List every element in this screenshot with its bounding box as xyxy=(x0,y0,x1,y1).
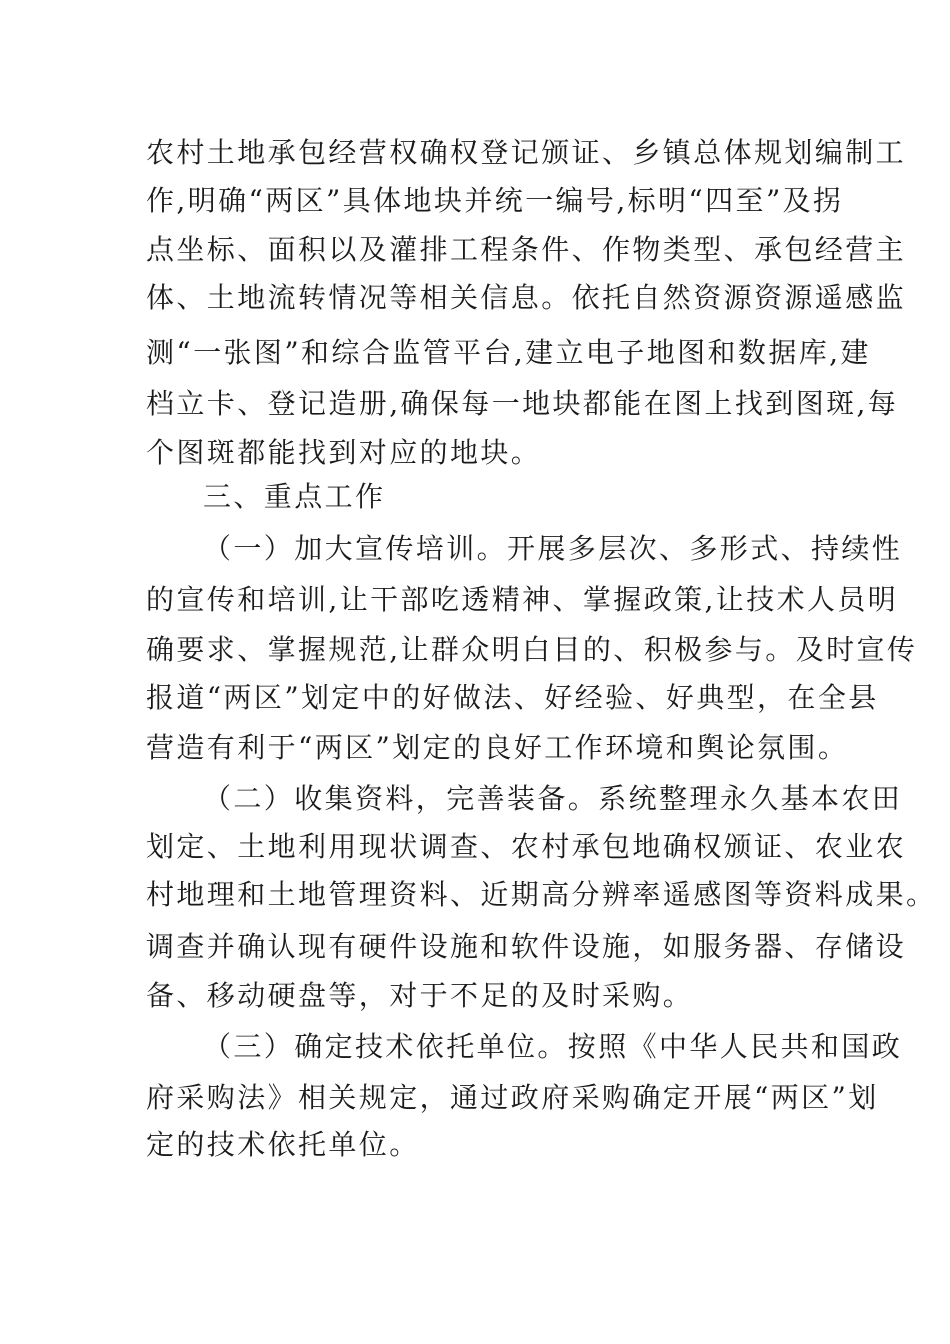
paragraph-line: 村地理和土地管理资料、近期高分辨率遥感图等资料成果。 xyxy=(146,878,937,911)
paragraph-line: 营造有利于“两区”划定的良好工作环境和舆论氛围。 xyxy=(146,731,849,764)
paragraph-line: 体、土地流转情况等相关信息。依托自然资源资源遥感监 xyxy=(146,281,907,314)
paragraph-line: （一）加大宣传培训。开展多层次、多形式、持续性 xyxy=(203,532,903,565)
paragraph-line: 点坐标、面积以及灌排工程条件、作物类型、承包经营主 xyxy=(146,233,907,266)
paragraph-line: 农村土地承包经营权确权登记颁证、乡镇总体规划编制工 xyxy=(146,136,907,169)
paragraph-line: 确要求、掌握规范,让群众明白目的、积极参与。及时宣传 xyxy=(146,633,918,666)
section-heading: 三、重点工作 xyxy=(203,480,386,513)
paragraph-line: 档立卡、登记造册,确保每一地块都能在图上找到图斑,每 xyxy=(146,387,899,420)
paragraph-line: 测“一张图”和综合监管平台,建立电子地图和数据库,建 xyxy=(146,336,871,369)
paragraph-line: （三）确定技术依托单位。按照《中华人民共和国政 xyxy=(203,1030,903,1063)
paragraph-line: 府采购法》相关规定，通过政府采购确定开展“两区”划 xyxy=(146,1081,879,1114)
paragraph-line: 备、移动硬盘等，对于不足的及时采购。 xyxy=(146,979,694,1012)
paragraph-line: 定的技术依托单位。 xyxy=(146,1128,420,1161)
paragraph-line: 作,明确“两区”具体地块并统一编号,标明“四至”及拐 xyxy=(146,184,844,217)
paragraph-line: 调查并确认现有硬件设施和软件设施，如服务器、存储设 xyxy=(146,930,907,963)
paragraph-line: 个图斑都能找到对应的地块。 xyxy=(146,436,542,469)
paragraph-line: 的宣传和培训,让干部吃透精神、掌握政策,让技术人员明 xyxy=(146,583,899,616)
paragraph-line: 报道“两区”划定中的好做法、好经验、好典型，在全县 xyxy=(146,681,879,714)
paragraph-line: 划定、土地利用现状调查、农村承包地确权颁证、农业农 xyxy=(146,830,907,863)
paragraph-line: （二）收集资料，完善装备。系统整理永久基本农田 xyxy=(203,782,903,815)
